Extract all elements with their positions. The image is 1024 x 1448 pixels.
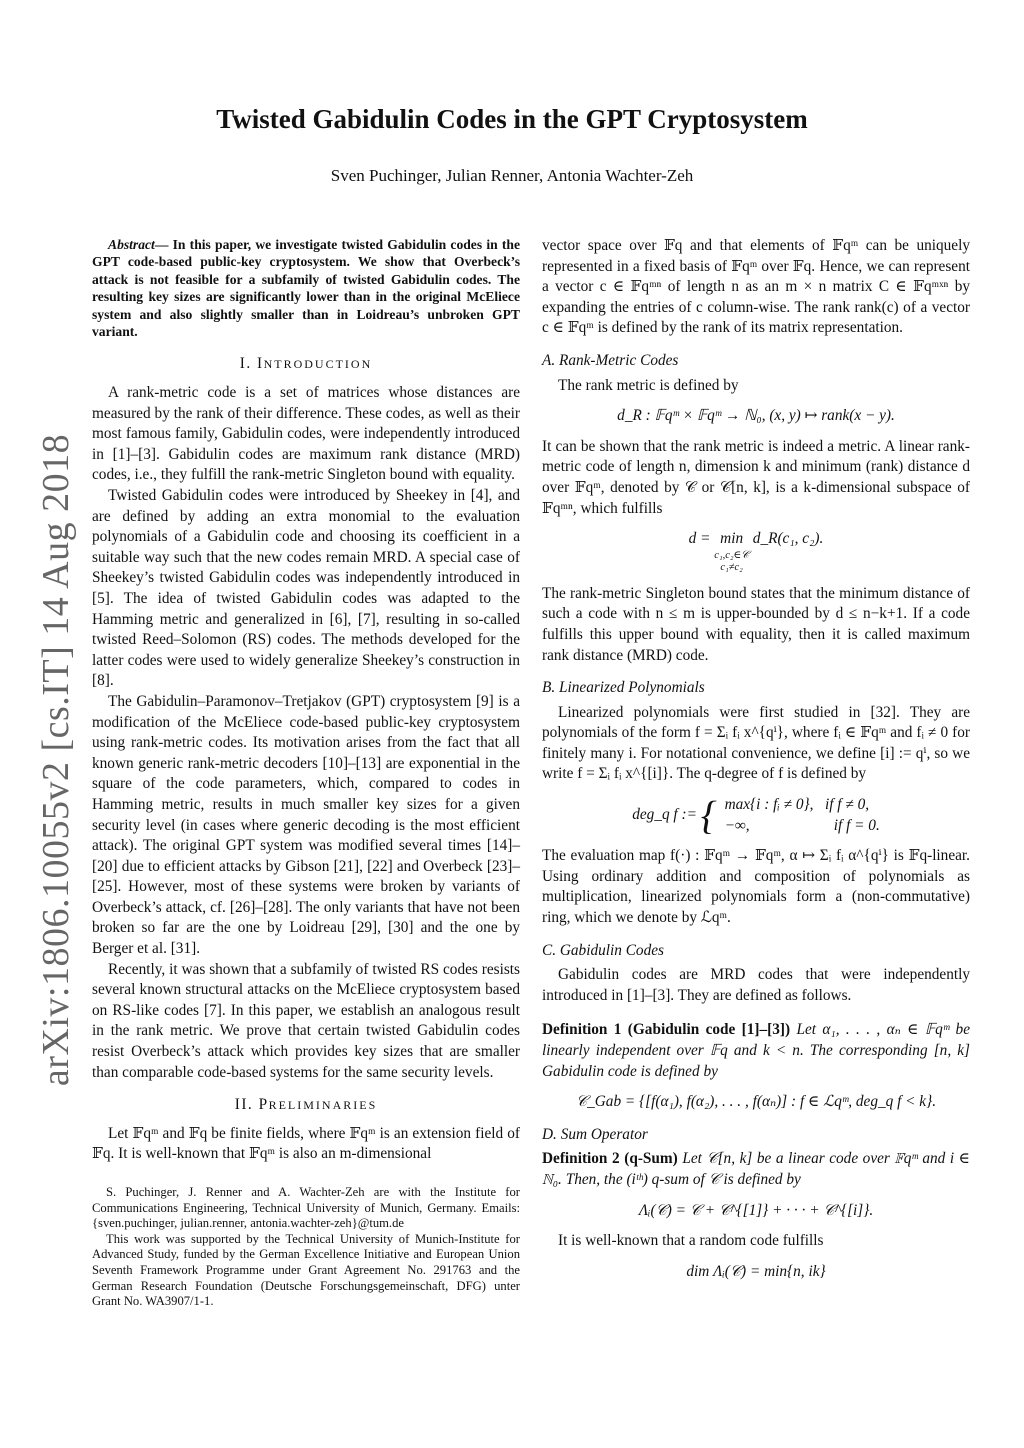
singleton-bound-paragraph: The rank-metric Singleton bound states that the minimum distance of such a code with n ≤ m is upper-bounded by d ≤ n−k+1. If a code fulfills this upper bound with equality, then it is called maximum rank distance (MRD) code. [542,584,970,664]
abstract-text: — In this paper, we investigate twisted Gabidulin codes in the GPT code-based public-key cryptosystem. We show that Overbeck’s attack is not feasible for a subfamily of twisted Gabidulin codes. The resulting key sizes are significantly lower than in the original McEliece system and also slightly smaller than in Loidreau’s unbroken GPT variant. [92,237,520,340]
intro-paragraph-3: The Gabidulin–Paramonov–Tretjakov (GPT) cryptosystem [9] is a modification of the McEliece code-based public-key cryptosystem using rank-metric codes. Its motivation arises from the fact that all known generic rank-metric decoders [10]–[13] are exponential in the square of the code parameters, which, compared to codes in Hamming metric, results in much smaller key sizes for a given security level (in cases where generic decoding is the most efficient attack). The original GPT system was modified several times [14]–[20] due to efficient attacks by Gibson [21], [22] and Overbeck [23]–[25]. However, most of these systems were broken by variants of Overbeck’s attack, cf. [26]–[28]. The only variants that have not been broken so far are the one by Loidreau [29], [30] and the one by Berger et al. [31]. [92,692,520,958]
rank-metric-paragraph: It can be shown that the rank metric is indeed a metric. A linear rank-metric code of length n, dimension k and minimum (rank) distance d over 𝔽qᵐ, denoted by 𝒞 or 𝒞[n, k], is a k-dimensional subspace of 𝔽qᵐⁿ, which fulfills [542,437,970,517]
left-column [92,236,520,1310]
subsection-d-heading: D. Sum Operator [542,1125,648,1143]
abstract-label: Abstract [108,237,155,252]
equation-q-sum: Λᵢ(𝒞) = 𝒞 + 𝒞^{[1]} + · · · + 𝒞^{[i]}. [638,1201,874,1219]
footnotes [92,1185,520,1310]
definition-2-label: Definition 2 (q-Sum) [542,1150,678,1168]
paper-title: Twisted Gabidulin Codes in the GPT Cryptosystem [216,104,808,134]
intro-paragraph-1: A rank-metric code is a set of matrices whose distances are measured by the rank of their difference. These codes, as well as their most famous family, Gabidulin codes, were independently introduced in [1]–[3]. Gabidulin codes are maximum rank distance (MRD) codes, i.e., they fulfill the rank-metric Singleton bound with equality. [92,384,520,484]
prelim-paragraph-1: Let 𝔽qᵐ and 𝔽q be finite fields, where 𝔽qᵐ is an extension field of 𝔽q. It is well-known that 𝔽qᵐ is also an m-dimensional [92,1124,520,1163]
abstract [92,236,520,340]
equation-gabidulin-code: 𝒞_Gab = {[f(α₁), f(α₂), . . . , f(αₙ)] : f ∈ ℒqᵐ, deg_q f < k}. [575,1093,937,1111]
definition-1 [542,1020,970,1082]
definition-1-text: Let α₁, . . . , αₙ ∈ 𝔽qᵐ be linearly independent over 𝔽q and k < n. The corresponding [n, k] Gabidulin code is defined by [542,1021,970,1080]
arxiv-stamp: arXiv:1806.10055v2 [cs.IT] 14 Aug 2018 [35,433,77,1087]
intro-paragraph-2: Twisted Gabidulin codes were introduced by Sheekey in [4], and are defined by adding an extra monomial to the evaluation polynomials of a Gabidulin code and choosing its coefficient in a suitable way such that the new codes remain MRD. A special case of Sheekey’s twisted Gabidulin codes was independently introduced in [5]. The idea of twisted Gabidulin codes was adapted to the Hamming metric and generalized in [6], [7], resulting in so-called twisted Reed–Solomon (RS) codes. The methods developed for the latter codes were used to widely generalize Sheekey’s construction in [8]. [92,487,520,690]
subsection-c-heading: C. Gabidulin Codes [542,941,664,959]
subsection-b-heading: B. Linearized Polynomials [542,679,705,697]
paper-authors: Sven Puchinger, Julian Renner, Antonia Wachter-Zeh [330,166,694,185]
linearized-polynomials-paragraph: Linearized polynomials were first studied in [32]. They are polynomials of the form f = Σᵢ fᵢ x^{qⁱ}, where fᵢ ∈ 𝔽qᵐ and fᵢ ≠ 0 for finitely many i. For notational convenience, we define [i] := qⁱ, so we write f = Σᵢ fᵢ x^{[i]}. The q-degree of f is defined by [542,703,970,783]
random-code-paragraph: It is well-known that a random code fulfills [558,1232,824,1250]
definition-2-text: Let 𝒞[n, k] be a linear code over 𝔽qᵐ and i ∈ ℕ₀. Then, the (iᵗʰ) q-sum of 𝒞 is defined by [542,1150,970,1188]
footnote-affiliation: S. Puchinger, J. Renner and A. Wachter-Zeh are with the Institute for Communications Engineering, Technical University of Munich, Germany. Emails: {sven.puchinger, julian.renner, antonia.wachter-zeh}@tum.de [92,1185,520,1231]
subsection-a-heading: A. Rank-Metric Codes [542,351,679,369]
right-column [542,236,970,1292]
rank-metric-intro: The rank metric is defined by [558,376,739,394]
gabidulin-codes-paragraph: Gabidulin codes are MRD codes that were independently introduced in [1]–[3]. They are defined as follows. [542,966,970,1004]
section-heading-introduction: I. INTRODUCTION [239,355,373,373]
evaluation-map-paragraph: The evaluation map f(·) : 𝔽qᵐ → 𝔽qᵐ, α ↦ Σᵢ fᵢ α^{qⁱ} is 𝔽q-linear. Using ordinary addition and composition of polynomials as multiplication, linearized polynomials form a (non-commutative) ring, which we denote by ℒqᵐ. [542,847,970,927]
definition-2 [542,1149,970,1190]
equation-q-degree: deg_q f := { max{i : fᵢ ≠ 0}, if f ≠ 0, −∞, if f = 0. [632,792,880,838]
equation-dimension: dim Λᵢ(𝒞) = min{n, ik} [686,1262,826,1280]
footnote-funding: This work was supported by the Technical University of Munich-Institute for Advanced Study, funded by the German Excellence Initiative and European Union Seventh Framework Programme under Grant Agreement No. 291763 and the German Research Foundation (Deutsche Forschungsgemeinschaft, DFG) unter Grant No. WA3907/1-1. [92,1231,520,1309]
section-heading-preliminaries: II. PRELIMINARIES [234,1096,378,1114]
equation-rank-metric: d_R : 𝔽qᵐ × 𝔽qᵐ → ℕ₀, (x, y) ↦ rank(x − y). [617,407,895,425]
equation-min-distance: d = min c₁,c₂∈𝒞 c₁≠c₂ d_R(c₁, c₂). [688,530,824,573]
definition-1-label: Definition 1 (Gabidulin code [1]–[3]) [542,1021,791,1039]
prelim-paragraph-2: vector space over 𝔽q and that elements of 𝔽qᵐ can be uniquely represented in a fixed basis of 𝔽qᵐ over 𝔽q. Hence, we can represent a vector c ∈ 𝔽qᵐⁿ of length n as an m × n matrix C ∈ 𝔽qᵐˣⁿ by expanding the entries of c column-wise. The rank rank(c) of a vector c ∈ 𝔽qᵐ is defined by the rank of its matrix representation. [542,237,970,337]
intro-paragraph-4: Recently, it was shown that a subfamily of twisted RS codes resists several known structural attacks on the McEliece cryptosystem based on RS-like codes [7]. In this paper, we establish an analogous result in the rank metric. We prove that certain twisted Gabidulin codes resist Overbeck’s attack which provides key sizes that are smaller than comparable code-based systems for the same security levels. [92,960,520,1081]
